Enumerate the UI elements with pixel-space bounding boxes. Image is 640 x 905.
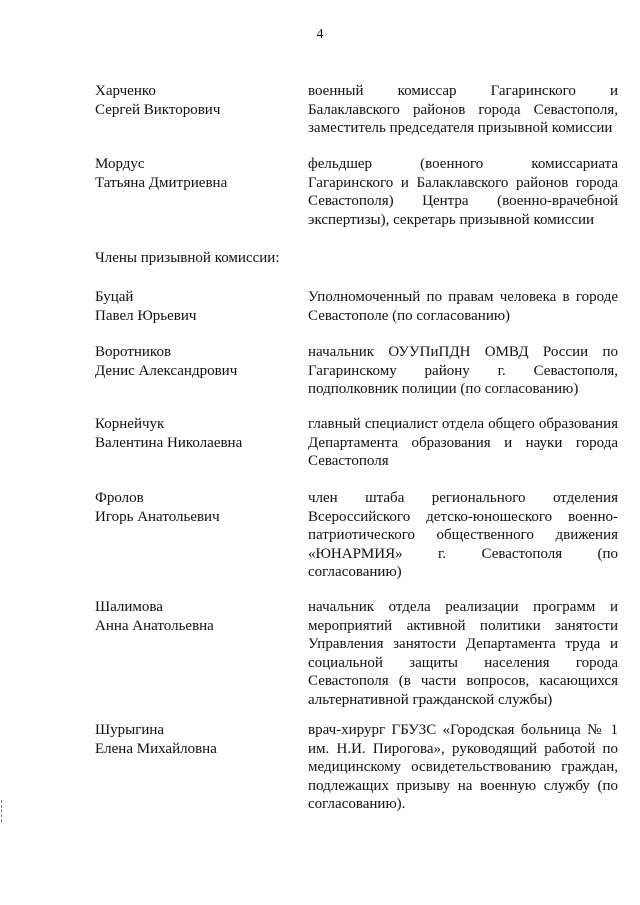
- scan-margin-mark: [1, 800, 4, 822]
- person-role: Уполномоченный по правам человека в городе Севастополе (по согласованию): [308, 289, 618, 324]
- person-role: начальник ОУУПиПДН ОМВД России по Гагаринскому району г. Севастополя, подполковник полиции (по согласованию): [308, 344, 618, 397]
- page-number: 4: [316, 27, 324, 42]
- person-role: врач-хирург ГБУЗС «Городская больница № 1 им. Н.И. Пирогова», руководящий работой по медицинскому освидетельствованию граждан, подлежащих призыву на военную службу (по согласованию).: [308, 722, 618, 812]
- person-name: Мордус Татьяна Дмитриевна: [95, 156, 228, 191]
- person-role: начальник отдела реализации программ и мероприятий активной политики занятости Управления занятости Департамента труда и социальной защиты населения города Севастополя (в части вопросов, касающихся альтернативной гражданской службы): [308, 599, 618, 708]
- person-name: Шалимова Анна Анатольевна: [95, 599, 214, 634]
- person-name: Воротников Денис Александрович: [95, 344, 238, 379]
- person-role: член штаба регионального отделения Всероссийского детско-юношеского военно-патриотического общественного движения «ЮНАРМИЯ» г. Севастополя (по согласованию): [308, 490, 618, 580]
- person-name: Корнейчук Валентина Николаевна: [95, 416, 243, 451]
- person-role: фельдшер (военного комиссариата Гагаринского и Балаклавского районов города Севастополя) Центра (военно-врачебной экспертизы), секретарь призывной комиссии: [308, 156, 618, 228]
- person-name: Фролов Игорь Анатольевич: [95, 490, 220, 525]
- person-role: военный комиссар Гагаринского и Балаклавского районов города Севастополя, заместитель председателя призывной комиссии: [308, 83, 618, 136]
- person-name: Харченко Сергей Викторович: [95, 83, 221, 118]
- person-name: Буцай Павел Юрьевич: [95, 289, 197, 324]
- person-role: главный специалист отдела общего образования Департамента образования и науки города Севастополя: [308, 416, 618, 469]
- person-name: Шурыгина Елена Михайловна: [95, 722, 217, 757]
- members-heading: Члены призывной комиссии:: [95, 250, 280, 266]
